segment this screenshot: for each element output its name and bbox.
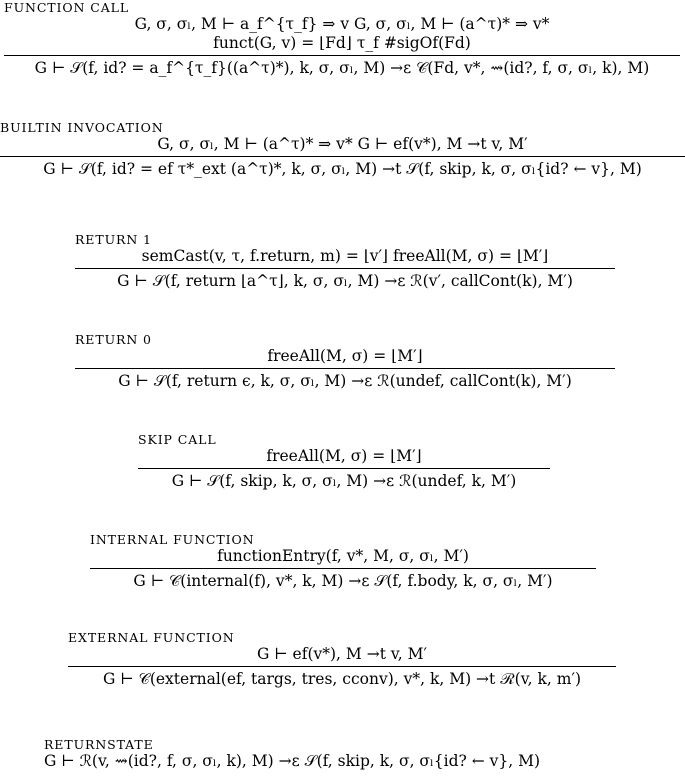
rule-premise: semCast(v, τ, f.return, m) = ⌊v′⌋ freeAll(M, σ) = ⌊M′⌋ bbox=[141, 247, 549, 265]
rule-name: EXTERNAL FUNCTION bbox=[68, 630, 235, 645]
rule-premise: functionEntry(f, v*, M, σ, σₗ, M′) bbox=[217, 547, 469, 565]
rule-conclusion: G ⊢ 𝒞(internal(f), v*, k, M) →ε 𝒮(f, f.body, k, σ, σₗ, M′) bbox=[133, 572, 553, 590]
rule-name: SKIP CALL bbox=[138, 432, 217, 447]
rule-premise: G ⊢ ef(v*), M →t v, M′ bbox=[256, 645, 428, 663]
rule-premise: freeAll(M, σ) = ⌊M′⌋ bbox=[267, 347, 423, 365]
rule-conclusion: G ⊢ 𝒮(f, id? = a_f^{τ_f}((a^τ)*), k, σ, σₗ, M) →ε 𝒞(Fd, v*, ⇝(id?, f, σ, σₗ, k), M) bbox=[34, 59, 650, 77]
inference-bar bbox=[4, 55, 680, 56]
rule-internal-function bbox=[90, 532, 596, 591]
rule-conclusion: G ⊢ 𝒮(f, return ⌊a^τ⌋, k, σ, σₗ, M) →ε ℛ(v′, callCont(k), M′) bbox=[117, 272, 573, 290]
rule-returnstate bbox=[44, 737, 644, 771]
inference-bar bbox=[68, 666, 616, 667]
rule-name: RETURN 0 bbox=[75, 332, 152, 347]
rule-name: FUNCTION CALL bbox=[4, 0, 130, 15]
rule-function-call bbox=[4, 0, 680, 78]
rule-premise: G, σ, σₗ, M ⊢ (a^τ)* ⇒ v* G ⊢ ef(v*), M →t v, M′ bbox=[157, 135, 528, 153]
rule-premise: funct(G, v) = ⌊Fd⌋ τ_f #sigOf(Fd) bbox=[213, 34, 471, 52]
rule-premise: freeAll(M, σ) = ⌊M′⌋ bbox=[266, 447, 422, 465]
rule-name: BUILTIN INVOCATION bbox=[0, 120, 164, 135]
rule-name: RETURNSTATE bbox=[44, 737, 154, 752]
rule-conclusion: G ⊢ 𝒞(external(ef, targs, tres, cconv), v*, k, M) →t ℛ(v, k, m′) bbox=[102, 670, 582, 688]
rule-external-function bbox=[68, 630, 616, 689]
rule-conclusion: G ⊢ 𝒮(f, skip, k, σ, σₗ, M) →ε ℛ(undef, k, M′) bbox=[171, 472, 517, 490]
rule-return-0 bbox=[75, 332, 615, 391]
rule-name: RETURN 1 bbox=[75, 232, 152, 247]
rule-name: INTERNAL FUNCTION bbox=[90, 532, 255, 547]
inference-bar bbox=[90, 568, 596, 569]
inference-bar bbox=[0, 156, 685, 157]
rule-skip-call bbox=[138, 432, 550, 491]
inference-bar bbox=[138, 468, 550, 469]
rule-conclusion: G ⊢ ℛ(v, ⇝(id?, f, σ, σₗ, k), M) →ε 𝒮(f, skip, k, σ, σₗ{id? ← v}, M) bbox=[44, 752, 541, 770]
rule-builtin-invocation bbox=[0, 120, 685, 179]
rule-return-1 bbox=[75, 232, 615, 291]
rule-premise: G, σ, σₗ, M ⊢ a_f^{τ_f} ⇒ v G, σ, σₗ, M ⊢ (a^τ)* ⇒ v* bbox=[134, 15, 550, 33]
inference-bar bbox=[75, 368, 615, 369]
rule-conclusion: G ⊢ 𝒮(f, id? = ef τ*_ext (a^τ)*, k, σ, σₗ, M) →t 𝒮(f, skip, k, σ, σₗ{id? ← v}, M) bbox=[43, 160, 642, 178]
rule-conclusion: G ⊢ 𝒮(f, return ϵ, k, σ, σₗ, M) →ε ℛ(undef, callCont(k), M′) bbox=[118, 372, 572, 390]
inference-bar bbox=[75, 268, 615, 269]
